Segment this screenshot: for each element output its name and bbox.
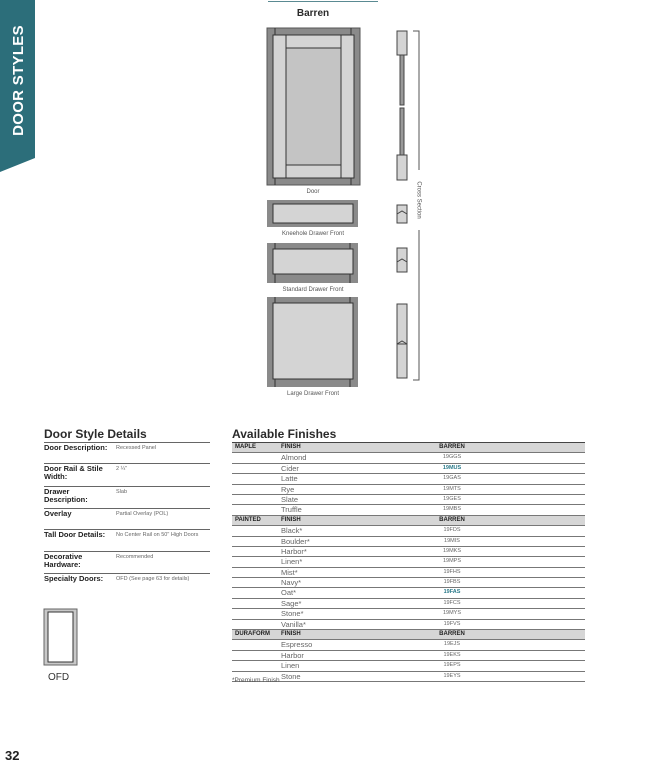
detail-row [44,463,210,484]
finish-name: Boulder* [281,536,310,546]
page-number: 32 [5,748,20,763]
finish-row [232,640,585,650]
finish-name: Linen* [281,557,303,567]
finish-group-header [232,630,585,640]
style-header: BARREN [439,631,465,638]
details-title: Door Style Details [44,427,147,441]
finish-code: 19GGS [442,454,462,461]
detail-row [44,529,210,550]
large-drawer-caption: Large Drawer Front [286,391,340,397]
finish-code: 19FBS [443,579,461,586]
finish-code: 19MKS [442,547,462,554]
footnote: *Premium Finish [232,677,280,684]
finish-code: 19FDS [443,527,461,534]
finish-code: 19EPS [443,662,461,669]
finish-name: Oat* [281,588,297,598]
finish-name: Cider [281,463,299,473]
finish-code: 19MPS [442,558,462,565]
cross-section-label: Cross Section [409,170,429,230]
finish-name: Navy* [281,578,302,588]
finish-header: FINISH [281,631,301,638]
finish-row [232,599,585,609]
door-caption: Door [306,189,320,195]
finish-row [232,485,585,495]
detail-label: Decorative Hardware: [44,552,83,569]
finish-row [232,651,585,661]
finish-row [232,588,585,598]
finish-code: 19MBS [442,506,462,513]
finish-row [232,661,585,671]
finish-row [232,620,585,630]
large-drawer-drawing [267,297,358,387]
detail-label: Door Description: [44,443,108,452]
finishes-table [232,442,585,682]
detail-value: 2 ¼" [116,466,128,472]
kneehole-drawing [267,200,358,227]
finish-code: 19GES [443,495,461,502]
finish-code: 19MUS [442,464,462,471]
finish-row [232,537,585,547]
ofd-drawing [43,608,79,666]
finish-code: 19EKS [443,651,461,658]
finish-header: FINISH [281,516,301,523]
standard-drawer-caption: Standard Drawer Front [282,287,344,293]
finish-name: Black* [281,526,303,536]
standard-drawer-drawing [267,243,358,283]
finish-code: 19FAS [443,589,461,596]
section-tab-label: DOOR STYLES [9,24,27,136]
finish-row [232,557,585,567]
detail-row [44,573,210,594]
detail-value: Slab [116,489,128,495]
finish-name: Slate [281,494,299,504]
finish-name: Mist* [281,567,298,577]
detail-label: Drawer Description: [44,487,88,504]
door-drawing [267,28,360,185]
finish-code: 19FCS [443,599,461,606]
style-name: Barren [296,8,330,19]
finish-row [232,672,585,682]
finish-group-header [232,443,585,453]
finish-name: Espresso [281,640,313,650]
detail-label: Specialty Doors: [44,574,104,583]
finish-code: 19GAS [443,475,461,482]
finish-header: FINISH [281,444,301,450]
ofd-label: OFD [48,672,70,683]
finish-name: Linen [281,661,300,671]
finish-name: Harbor* [281,546,307,556]
style-header: BARREN [439,444,465,450]
top-rule [268,1,378,2]
finish-row [232,474,585,484]
detail-label: Overlay [44,509,72,518]
detail-value: Recessed Panel [116,445,157,451]
finish-code: 19MIS [444,537,460,544]
finish-name: Rye [281,484,295,494]
finish-name: Harbor [281,650,304,660]
finish-code: 19MTS [443,485,461,492]
style-header: BARREN [439,516,465,523]
detail-value: Partial Overlay (POL) [116,511,169,517]
detail-value: No Center Rail on 50" High Doors [116,532,199,538]
kneehole-caption: Kneehole Drawer Front [281,231,345,237]
detail-row [44,486,210,507]
finish-name: Stone* [281,609,304,619]
finish-group-header [232,516,585,526]
finish-row [232,505,585,515]
finish-name: Stone [281,671,301,681]
detail-value: Recommended [116,554,154,560]
detail-row [44,551,210,572]
material-label: DURAFORM [235,631,270,638]
finish-row [232,547,585,557]
finish-row [232,526,585,536]
finish-name: Latte [281,474,298,484]
detail-value: OFD (See page 63 for details) [116,576,190,582]
material-label: MAPLE [235,444,256,450]
finish-code: 19EYS [443,672,461,679]
finish-row [232,568,585,578]
finishes-title: Available Finishes [232,427,337,441]
finish-row [232,578,585,588]
detail-label: Tall Door Details: [44,530,106,539]
finish-code: 19MYS [442,610,462,617]
finish-name: Sage* [281,598,302,608]
finish-name: Almond [281,453,307,463]
finish-row [232,453,585,463]
finish-code: 19FVS [443,620,461,627]
material-label: PAINTED [235,516,261,523]
finish-row [232,495,585,505]
finish-code: 19EJS [443,641,461,648]
detail-label: Door Rail & Stile Width: [44,464,103,481]
finish-name: Vanilla* [281,619,306,629]
finish-name: Truffle [281,505,302,515]
detail-row [44,442,210,463]
finish-row [232,609,585,619]
detail-row [44,508,210,529]
finish-row [232,464,585,474]
finish-code: 19FHS [443,568,461,575]
